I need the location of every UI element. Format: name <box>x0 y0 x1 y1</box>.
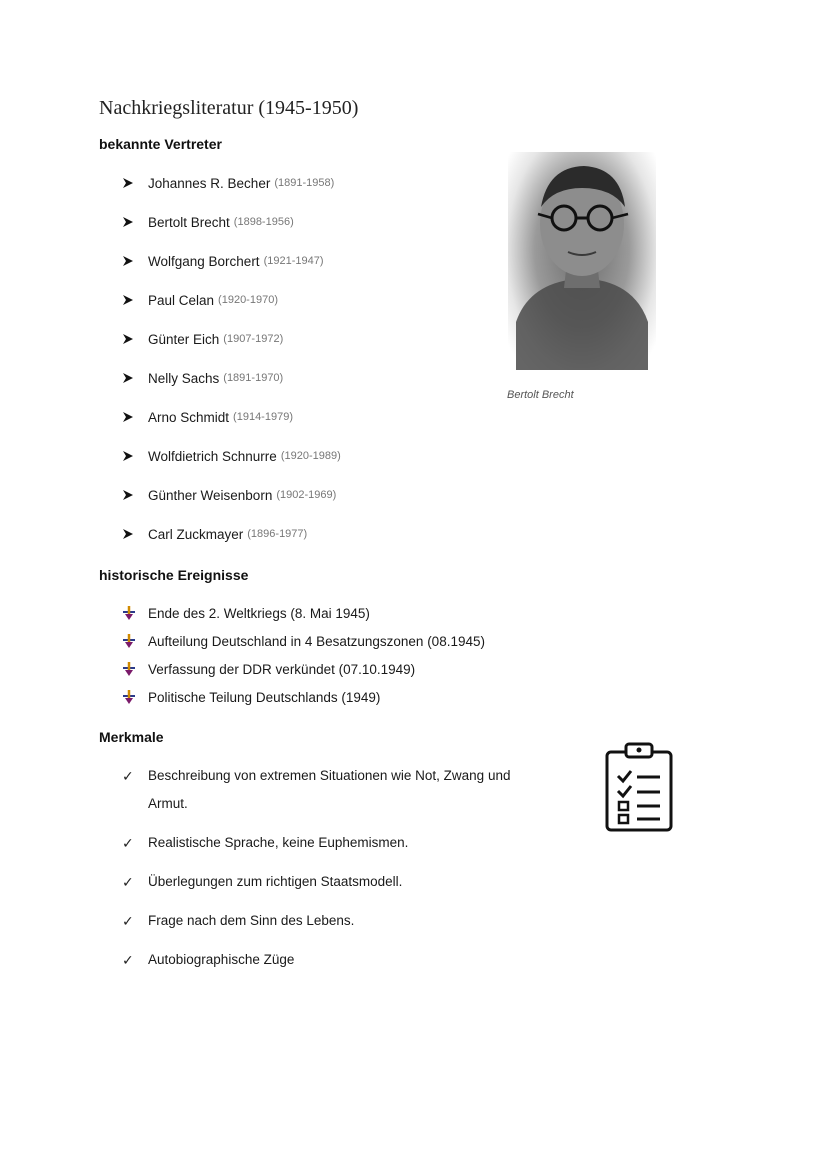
vertreter-item <box>122 212 294 232</box>
merkmal-text: Autobiographische Züge <box>148 952 295 967</box>
vertreter-item <box>122 290 278 310</box>
author-name: Günther Weisenborn <box>148 487 273 503</box>
author-years: (1920-1970) <box>218 294 278 306</box>
author-years: (1914-1979) <box>233 411 293 423</box>
vertreter-item <box>122 524 307 544</box>
author-years: (1891-1970) <box>223 372 284 384</box>
author-years: (1891-1958) <box>274 177 335 189</box>
merkmal-item <box>122 950 294 970</box>
ereignis-item <box>122 659 415 679</box>
author-name: Günter Eich <box>148 331 220 347</box>
heading-vertreter: bekannte Vertreter <box>99 136 222 152</box>
down-arrow-bullet-icon <box>122 634 148 648</box>
arrowhead-bullet-icon <box>122 216 148 228</box>
vertreter-item <box>122 446 341 466</box>
arrowhead-bullet-icon <box>122 528 148 540</box>
author-name: Wolfdietrich Schnurre <box>148 448 277 464</box>
author-name: Arno Schmidt <box>148 409 230 425</box>
photo-caption: Bertolt Brecht <box>507 389 574 401</box>
checkmark-icon: ✓ <box>122 835 134 851</box>
vertreter-item <box>122 368 283 388</box>
vertreter-item <box>122 407 293 427</box>
merkmal-text: Beschreibung von extremen Situationen wie Not, Zwang und Armut. <box>148 768 511 811</box>
arrowhead-bullet-icon <box>122 450 148 462</box>
vertreter-item <box>122 251 324 271</box>
merkmal-text: Frage nach dem Sinn des Lebens. <box>148 913 355 928</box>
ereignis-text: Verfassung der DDR verkündet (07.10.1949) <box>148 661 416 677</box>
ereignis-item <box>122 631 485 651</box>
author-years: (1920-1989) <box>280 450 341 462</box>
author-name: Carl Zuckmayer <box>148 526 244 542</box>
ereignis-text: Politische Teilung Deutschlands (1949) <box>148 689 381 705</box>
down-arrow-bullet-icon <box>122 690 148 704</box>
heading-ereignisse: historische Ereignisse <box>99 567 249 583</box>
arrowhead-bullet-icon <box>122 294 148 306</box>
author-years: (1921-1947) <box>263 255 324 267</box>
down-arrow-bullet-icon <box>122 662 148 676</box>
author-name: Paul Celan <box>148 292 215 308</box>
arrowhead-bullet-icon <box>122 255 148 267</box>
arrowhead-bullet-icon <box>122 333 148 345</box>
arrowhead-bullet-icon <box>122 489 148 501</box>
vertreter-item <box>122 173 334 193</box>
author-years: (1898-1956) <box>233 216 294 228</box>
portrait-silhouette-icon <box>508 152 656 370</box>
checklist-clipboard-icon <box>604 742 674 834</box>
author-name: Wolfgang Borchert <box>148 253 260 269</box>
merkmal-text: Realistische Sprache, keine Euphemismen. <box>148 835 409 850</box>
down-arrow-bullet-icon <box>122 606 148 620</box>
merkmal-item <box>122 872 402 892</box>
checkmark-icon: ✓ <box>122 913 134 929</box>
checkmark-icon: ✓ <box>122 768 134 784</box>
arrowhead-bullet-icon <box>122 177 148 189</box>
arrowhead-bullet-icon <box>122 411 148 423</box>
checkmark-icon: ✓ <box>122 874 134 890</box>
author-name: Nelly Sachs <box>148 370 220 386</box>
ereignis-text: Ende des 2. Weltkriegs (8. Mai 1945) <box>148 605 370 621</box>
ereignis-text: Aufteilung Deutschland in 4 Besatzungszonen (08.1945) <box>148 633 485 649</box>
author-years: (1907-1972) <box>223 333 284 345</box>
checkmark-icon: ✓ <box>122 952 134 968</box>
ereignis-item <box>122 603 370 623</box>
page-title: Nachkriegsliteratur (1945-1950) <box>99 97 359 119</box>
merkmal-text: Überlegungen zum richtigen Staatsmodell. <box>148 874 403 889</box>
author-years: (1896-1977) <box>247 528 308 540</box>
arrowhead-bullet-icon <box>122 372 148 384</box>
vertreter-item <box>122 329 283 349</box>
author-years: (1902-1969) <box>276 489 337 501</box>
ereignis-item <box>122 687 380 707</box>
merkmal-item <box>122 833 408 853</box>
portrait-photo <box>508 152 656 370</box>
merkmal-item <box>122 766 540 818</box>
heading-merkmale: Merkmale <box>99 729 164 745</box>
vertreter-item <box>122 485 336 505</box>
merkmal-item <box>122 911 354 931</box>
author-name: Bertolt Brecht <box>148 214 230 230</box>
author-name: Johannes R. Becher <box>148 175 271 191</box>
